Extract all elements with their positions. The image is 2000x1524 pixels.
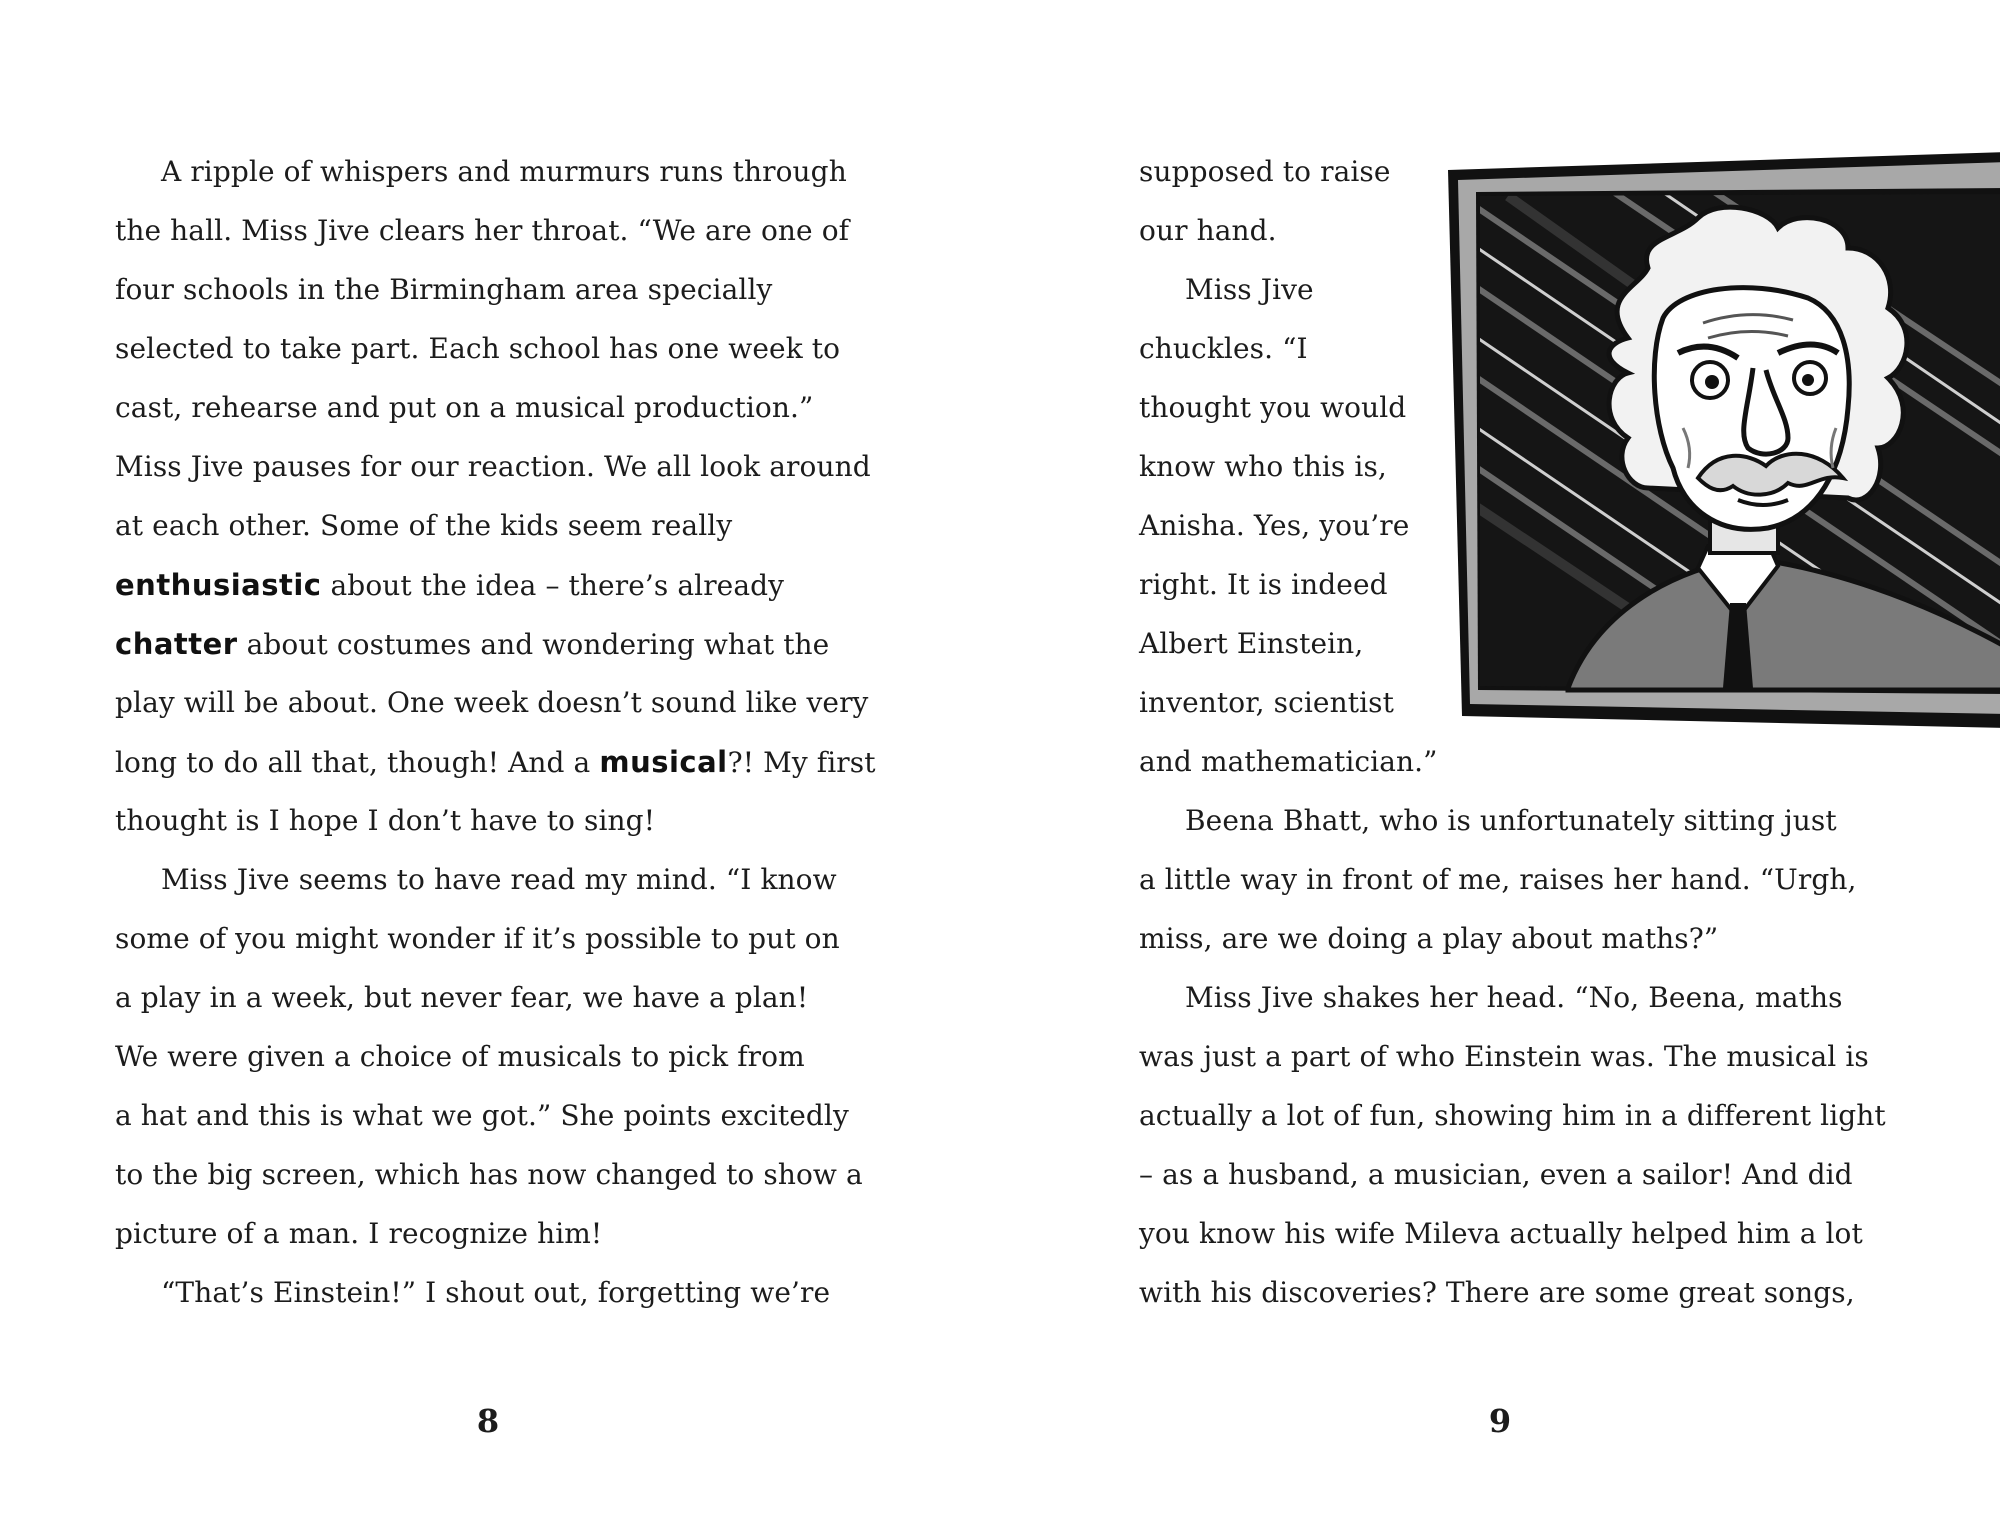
text-line: a hat and this is what we got.” She points excitedly [115, 1099, 849, 1132]
text-line: our hand. [1139, 214, 1277, 247]
text-line: A ripple of whispers and murmurs runs through [161, 155, 847, 188]
text-line: miss, are we doing a play about maths?” [1139, 922, 1719, 955]
text-line: thought you would [1139, 391, 1407, 424]
text-line: Miss Jive shakes her head. “No, Beena, maths [1185, 981, 1843, 1014]
text-line: supposed to raise [1139, 155, 1391, 188]
text-line: know who this is, [1139, 450, 1387, 483]
page-number: 9 [1488, 1402, 1512, 1440]
text-fragment: about the idea – there’s already [321, 569, 785, 602]
text-line: to the big screen, which has now changed to show a [115, 1158, 863, 1191]
text-line: thought is I hope I don’t have to sing! [115, 804, 656, 837]
text-line: Miss Jive [1185, 273, 1314, 306]
text-line: and mathematician.” [1139, 745, 1438, 778]
text-line: actually a lot of fun, showing him in a different light [1139, 1099, 1886, 1132]
text-fragment: ?! My first [727, 746, 876, 779]
text-line: you know his wife Mileva actually helped him a lot [1139, 1217, 1863, 1250]
text-line: inventor, scientist [1139, 686, 1394, 719]
text-line: a play in a week, but never fear, we have a plan! [115, 981, 809, 1014]
text-line: play will be about. One week doesn’t sound like very [115, 686, 869, 719]
text-line: cast, rehearse and put on a musical production.” [115, 391, 814, 424]
text-line [115, 624, 829, 664]
page-number: 8 [476, 1402, 500, 1440]
text-fragment: about costumes and wondering what the [237, 628, 830, 661]
text-line: “That’s Einstein!” I shout out, forgetting we’re [161, 1276, 831, 1309]
right-page [1000, 0, 2000, 1524]
text-line: selected to take part. Each school has one week to [115, 332, 841, 365]
text-line: Miss Jive pauses for our reaction. We all look around [115, 450, 871, 483]
einstein-illustration [1448, 148, 2000, 730]
text-line: the hall. Miss Jive clears her throat. “We are one of [115, 214, 850, 247]
text-line [115, 565, 784, 605]
text-fragment: long to do all that, though! And a [115, 746, 600, 779]
text-line: chuckles. “I [1139, 332, 1308, 365]
emphasis-word: enthusiastic [115, 568, 322, 602]
text-line: four schools in the Birmingham area specially [115, 273, 773, 306]
text-line [115, 742, 876, 782]
text-line: Anisha. Yes, you’re [1139, 509, 1410, 542]
text-line: Miss Jive seems to have read my mind. “I know [161, 863, 837, 896]
text-line: a little way in front of me, raises her hand. “Urgh, [1139, 863, 1857, 896]
emphasis-word: chatter [115, 627, 238, 661]
einstein-portrait-icon [1448, 148, 2000, 730]
text-line: – as a husband, a musician, even a sailor! And did [1139, 1158, 1853, 1191]
emphasis-word: musical [599, 745, 728, 779]
text-line: We were given a choice of musicals to pick from [115, 1040, 805, 1073]
text-line: with his discoveries? There are some great songs, [1139, 1276, 1855, 1309]
text-line: right. It is indeed [1139, 568, 1388, 601]
text-line: Albert Einstein, [1139, 627, 1364, 660]
text-line: at each other. Some of the kids seem really [115, 509, 733, 542]
text-line: Beena Bhatt, who is unfortunately sitting just [1185, 804, 1837, 837]
text-line: was just a part of who Einstein was. The musical is [1139, 1040, 1869, 1073]
text-line: some of you might wonder if it’s possible to put on [115, 922, 840, 955]
text-line: picture of a man. I recognize him! [115, 1217, 603, 1250]
